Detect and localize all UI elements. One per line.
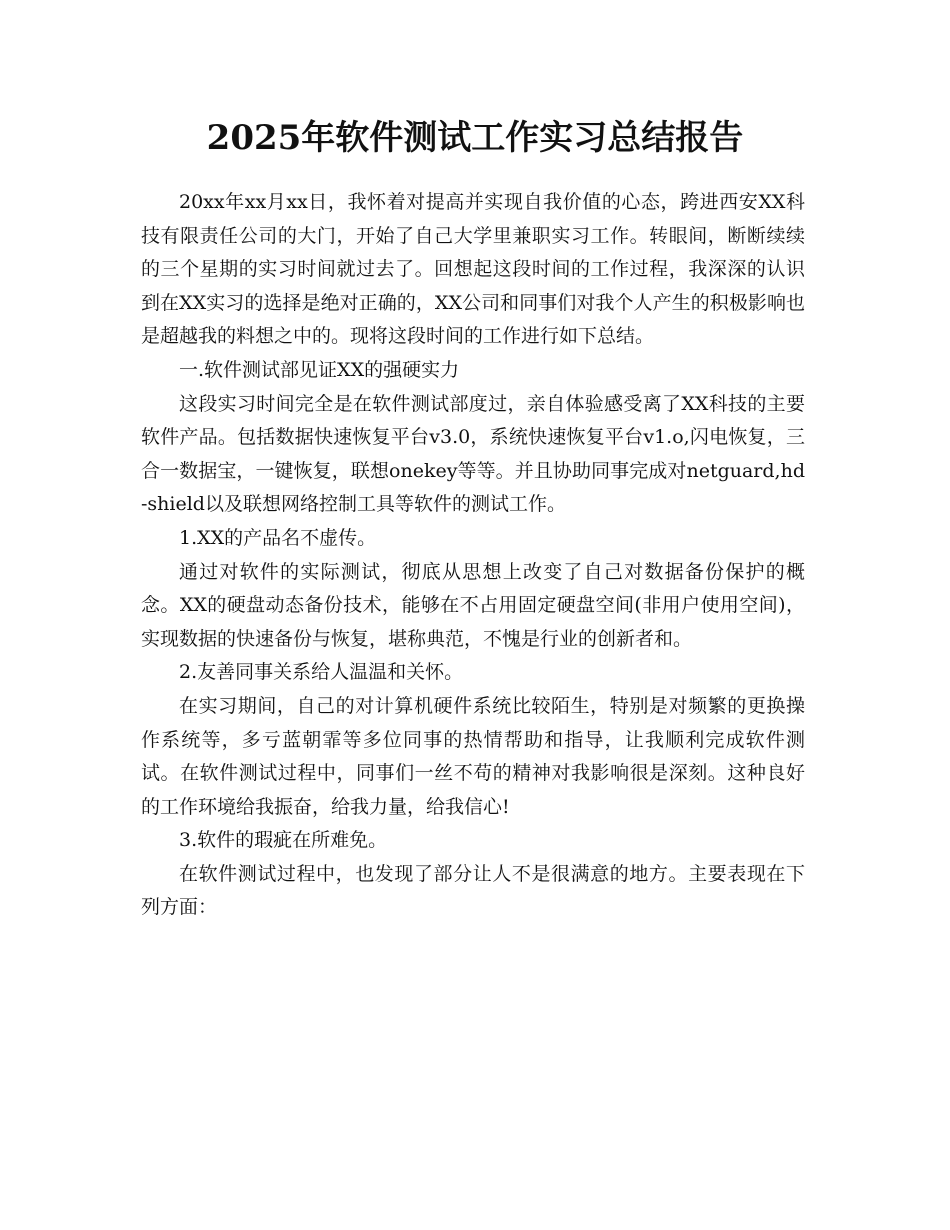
paragraph-testing-dept: 这段实习时间完全是在软件测试部度过，亲自体验感受离了XX科技的主要软件产品。包括数据快速恢复平台v3.0，系统快速恢复平台v1.o,闪电恢复，三合一数据宝，一键恢复，联想onekey等等。并且协助同事完成对netguard,hd-shield以及联想网络控制工具等软件的测试工作。 [141,392,805,516]
document-title: 2025年软件测试工作实习总结报告 [206,118,744,158]
paragraph-products: 通过对软件的实际测试，彻底从思想上改变了自己对数据备份保护的概念。XX的硬盘动态备份技术，能够在不占用固定硬盘空间(非用户使用空间)，实现数据的快速备份与恢复，堪称典范，不愧是行业的创新者和。 [141,560,805,650]
subheading-1: 1.XX的产品名不虚传。 [179,526,377,549]
subheading-3: 3.软件的瑕疵在所难免。 [179,829,388,852]
document-body [141,186,805,925]
paragraph-flaws: 在软件测试过程中，也发现了部分让人不是很满意的地方。主要表现在下列方面： [141,862,805,919]
paragraph-intro: 20xx年xx月xx日，我怀着对提高并实现自我价值的心态，跨进西安XX科技有限责任公司的大门，开始了自己大学里兼职实习工作。转眼间，断断续续的三个星期的实习时间就过去了。回想起这段时间的工作过程，我深深的认识到在XX实习的选择是绝对正确的，XX公司和同事们对我个人产生的积极影响也是超越我的料想之中的。现将这段时间的工作进行如下总结。 [141,191,805,348]
paragraph-colleagues: 在实习期间，自己的对计算机硬件系统比较陌生，特别是对频繁的更换操作系统等，多亏蓝朝霏等多位同事的热情帮助和指导，让我顺利完成软件测试。在软件测试过程中，同事们一丝不苟的精神对我影响很是深刻。这种良好的工作环境给我振奋，给我力量，给我信心! [141,694,805,818]
subheading-2: 2.友善同事关系给人温温和关怀。 [179,661,464,684]
section-heading-1: 一.软件测试部见证XX的强硬实力 [179,358,460,381]
